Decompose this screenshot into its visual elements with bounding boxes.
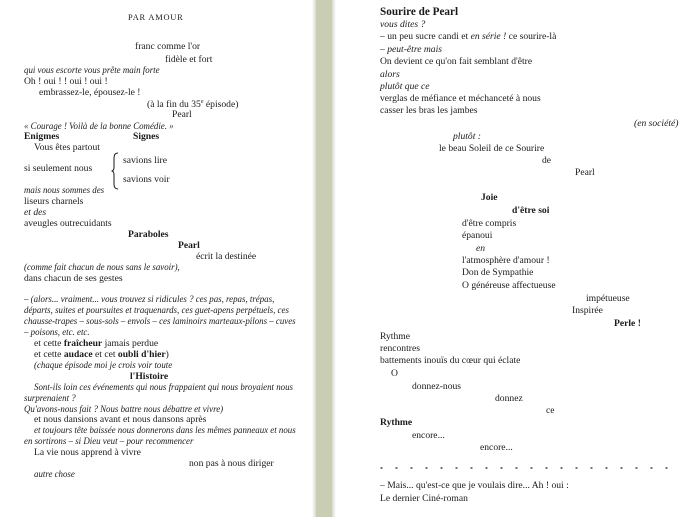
curly-brace-icon (111, 152, 119, 190)
text-line: – peut-être mais (380, 44, 442, 55)
text-run-italic: en série ! (470, 31, 507, 42)
text-line: si seulement nous (24, 163, 93, 174)
episode-note-sup: e (200, 99, 204, 105)
paragraph-line: – poisons, etc. etc. (24, 327, 90, 337)
gutter-shadow-left (312, 0, 316, 517)
text-line: Oh ! oui ! ! oui ! oui ! (24, 76, 108, 87)
text-line: plutôt que ce (380, 81, 430, 92)
text-line: Inspirée (572, 305, 603, 316)
text-line: On devient ce qu'on fait semblant d'être (380, 56, 533, 67)
text-line: embrassez-le, épousez-le ! (39, 87, 141, 98)
text-run: et cette (34, 338, 64, 349)
text-run: – un peu sucre candi et (380, 31, 471, 42)
text-line: ce (546, 405, 555, 416)
text-line: Vous êtes partout (34, 142, 100, 153)
heading-sourire: Sourire de Pearl (380, 6, 459, 18)
heading-paraboles: Paraboles (128, 229, 169, 240)
text-line: fidèle et fort (165, 54, 213, 65)
text-line: épanoui (462, 230, 493, 241)
paragraph-line: (chaque épisode moi je crois voir toute (34, 360, 173, 370)
text-line: donnez (495, 393, 523, 404)
text-line: (comme fait chacun de nous sans le savoir), (24, 262, 180, 272)
heading-enigmes: Enigmes (24, 131, 60, 142)
text-line (380, 32, 556, 42)
text-line: alors (380, 69, 400, 80)
text-line: Pearl (575, 167, 595, 178)
text-run: et cet (92, 349, 118, 360)
text-line (380, 20, 425, 30)
text-line: liseurs charnels (24, 196, 84, 207)
text-line: O généreuse affectueuse (462, 280, 556, 291)
paragraph-line: non pas à nous diriger (189, 458, 274, 469)
text-line: écrit la destinée (196, 251, 257, 262)
text-line: savions voir (123, 174, 170, 185)
paragraph-line: en sortirons – si Dieu veut – pour recommencer (24, 436, 194, 446)
text-line: Rythme (380, 331, 410, 342)
text-run: jamais perdue (102, 338, 159, 349)
heading-etre-soi: d'être soi (512, 205, 550, 216)
paragraph-line: et toujours tête baissée nous donnerons dans les mêmes panneaux et nous (34, 425, 296, 435)
text-line: (en société) (634, 118, 679, 129)
episode-note-text: (à la fin du 35 (147, 99, 201, 111)
text-run: vous dites ? (380, 19, 426, 30)
text-line: rencontres (380, 343, 420, 354)
text-run: ce sourire-là (506, 31, 557, 42)
text-line: Le dernier Ciné-roman (380, 493, 468, 504)
text-line: casser les bras les jambes (380, 105, 478, 116)
text-line: verglas de méfiance et méchanceté à nous (380, 93, 541, 104)
text-line: dans chacun de ses gestes (24, 273, 123, 284)
text-run-bold: audace (63, 349, 93, 360)
text-line: mais nous sommes des (24, 185, 105, 195)
paragraph-line: et nous dansions avant et nous dansons après (34, 414, 207, 425)
paragraph-line: – (alors... vraiment... vous trouvez si ridicules ? ces pas, repas, trépas, (24, 294, 275, 304)
text-line: aveugles outrecuidants (24, 218, 112, 229)
text-line: encore... (412, 430, 445, 441)
text-line: le beau Soleil de ce Sourire (439, 143, 545, 154)
text-line: et des (24, 207, 47, 218)
heading-perle: Perle ! (614, 318, 641, 329)
text-line: O (391, 368, 398, 379)
page-title: PAR AMOUR (128, 13, 184, 22)
paragraph-line: La vie nous apprend à vivre (34, 447, 141, 458)
text-run: et cette (34, 349, 64, 360)
text-line: qui vous escorte vous prête main forte (24, 65, 160, 75)
gutter-shadow-right (332, 0, 336, 517)
paragraph-line: autre chose (34, 469, 75, 479)
text-line: encore... (480, 442, 513, 453)
paragraph-line: surprenaient ? (24, 393, 76, 403)
text-run-bold: fraîcheur (63, 338, 103, 349)
heading-pearl: Pearl (178, 240, 200, 251)
episode-note (147, 99, 238, 110)
text-line: franc comme l'or (135, 41, 201, 52)
text-line: impétueuse (586, 293, 630, 304)
text-run-bold: oubli d'hier (117, 349, 166, 360)
text-line: l'atmosphère d'amour ! (462, 255, 550, 266)
paragraph-line: départs, suites et poursuites et traquenards, ces guet-apens perpétuels, ces (24, 305, 289, 315)
text-line: donnez-nous (412, 381, 462, 392)
heading-signes: Signes (133, 131, 160, 142)
text-line: Pearl (172, 109, 192, 120)
heading-histoire: l'Histoire (130, 371, 169, 382)
text-line: savions lire (123, 155, 167, 166)
paragraph-line: chausse-trapes – sous-sols – envols – ces laminoirs marteaux-pilons – cuves (24, 316, 296, 326)
paragraph-line (34, 350, 169, 360)
text-line: « Courage ! Voilà de la bonne Comédie. » (24, 121, 174, 131)
paragraph-line: Sont-ils loin ces événements qui nous frappaient qui nous broyaient nous (34, 382, 293, 392)
paragraph-line: Qu'avons-nous fait ? Nous battre nous débattre et vivre) (24, 404, 224, 414)
text-line: plutôt : (453, 131, 481, 142)
text-run: ) (165, 349, 169, 360)
text-line: battements inouïs du cœur qui éclate (380, 355, 521, 366)
dotted-separator (380, 466, 680, 470)
paragraph-line (34, 339, 158, 349)
episode-note-text-end: épisode) (203, 99, 239, 111)
text-line: en (476, 243, 486, 254)
text-line: d'être compris (462, 218, 517, 229)
text-line: de (542, 155, 552, 166)
heading-joie: Joie (481, 192, 498, 203)
text-line: Don de Sympathie (462, 267, 534, 278)
text-line: – Mais... qu'est-ce que je voulais dire... Ah ! oui : (380, 480, 569, 491)
heading-rythme: Rythme (380, 417, 413, 428)
